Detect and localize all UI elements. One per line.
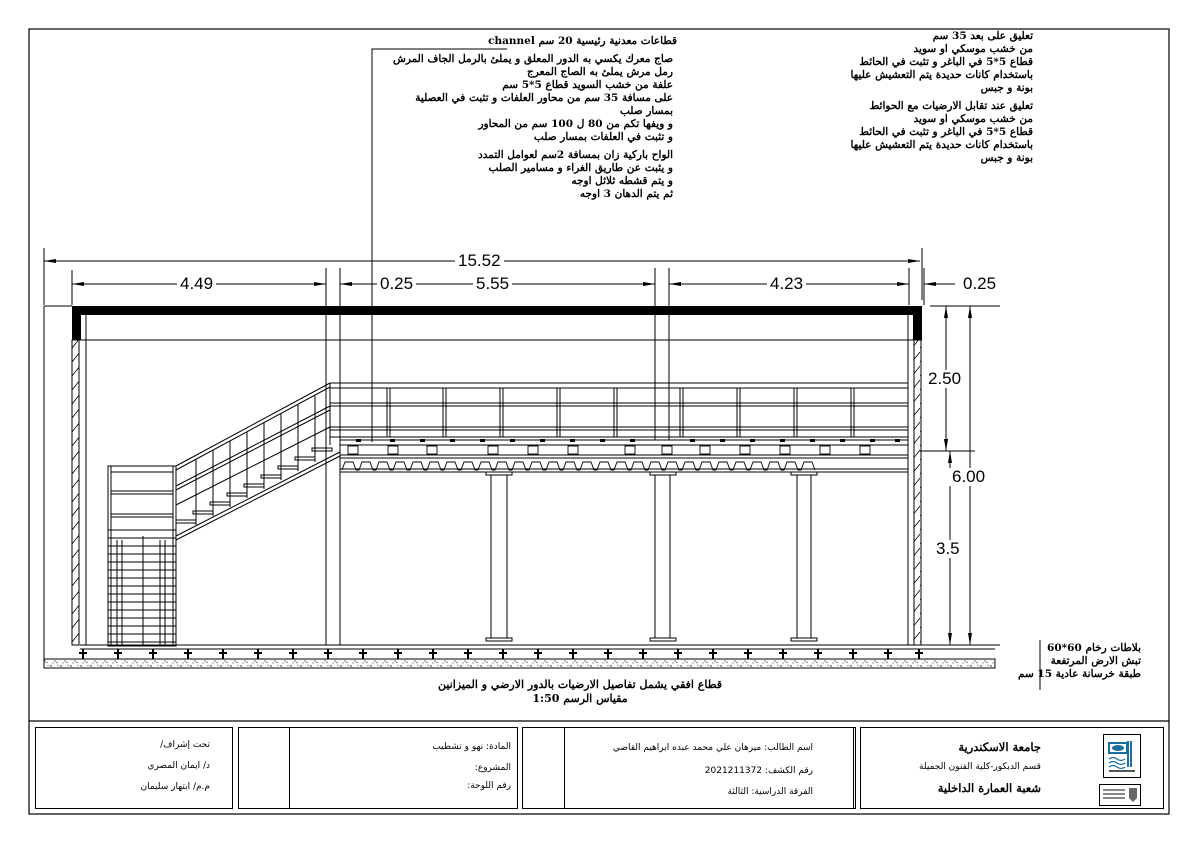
note-line: تعليق على بعد 35 سم — [932, 30, 1033, 42]
student-name: اسم الطالب: ميرهان علي محمد عبده ابراهيم القاضي — [612, 743, 813, 753]
course-sheet-no: رقم اللوحة: — [467, 781, 511, 791]
note-line: بونة و جبس — [980, 152, 1033, 164]
right-notes — [850, 30, 1033, 165]
note-line: صاج معرك يكسي به الدور المعلق و يملئ بالرمل الجاف المرش — [393, 53, 673, 65]
note-line: و يثبت عن طاريق الغراء و مسامير الصلب — [488, 162, 673, 174]
dimension-vertical-lower: 3.5 — [933, 540, 963, 558]
dimension-overall: 15.52 — [455, 252, 504, 270]
top-notes — [393, 53, 673, 201]
top-note-leader-label: قطاعات معدنية رئيسية 20 سم channel — [488, 35, 677, 47]
student-id: رقم الكشف: 2021211372 — [704, 766, 813, 776]
note-line: و يتم قشطه ثلاثل اوجه — [571, 175, 673, 187]
note-line: قطاع 5*5 في الباغر و تثبت في الحائط — [859, 126, 1033, 138]
caption-scale: مقياس الرسم 1:50 — [532, 692, 628, 705]
supervisor-2: م.م/ ابتهار سليمان — [140, 782, 210, 792]
note-line: بونة و جبس — [980, 82, 1033, 94]
note-line: بلاطات رخام 60*60 — [1047, 642, 1141, 654]
institution-box — [860, 727, 1164, 809]
note-line: طبقة خرسانة عادية 15 سم — [1017, 668, 1141, 680]
dimension-vertical-total: 6.00 — [949, 468, 988, 486]
note-line: تعليق عند تقابل الارضيات مع الحوائط — [869, 100, 1033, 112]
note-line: على مسافة 35 سم من محاور العلفات و تثبت في العصلية — [415, 92, 673, 104]
staircase — [108, 383, 340, 646]
dimension-segment: 0.25 — [960, 275, 999, 293]
division-name: شعبة العمارة الداخلية — [937, 781, 1041, 795]
dimension-segment: 0.25 — [377, 275, 416, 293]
supervision-heading: تحت إشراف/ — [160, 740, 210, 750]
note-line: و تثبت في العلفات بمسار صلب — [533, 131, 673, 143]
note-line: علفة من خشب السويد قطاع 5*5 سم — [502, 79, 673, 91]
mezzanine-floor — [340, 440, 908, 472]
caption-title: قطاع افقي يشمل تفاصيل الارضيات بالدور الارضي و الميزانين — [437, 678, 722, 691]
faculty-logo-icon — [1103, 734, 1141, 778]
note-line: الواح باركية زان بمسافة 2سم لعوامل التمدد — [478, 149, 673, 161]
alexandria-university-logo-icon — [1099, 784, 1141, 806]
note-line: باستخدام كانات حديدة يتم التعشيش عليها — [850, 139, 1033, 151]
student-box — [564, 727, 856, 809]
course-subject: المادة: نهو و تشطيب — [432, 742, 511, 752]
university-name: جامعة الاسكندرية — [958, 740, 1041, 754]
dimension-vertical-upper: 2.50 — [925, 370, 964, 388]
dimension-arrows — [44, 259, 972, 645]
floor-notes — [1018, 642, 1141, 681]
note-line: من خشب موسكي او سويد — [913, 43, 1033, 55]
note-line: بمسار صلب — [620, 105, 673, 117]
supervision-box — [35, 727, 233, 809]
note-line: تبش الارض المرتفعة — [1050, 655, 1141, 667]
dimension-segment: 5.55 — [473, 275, 512, 293]
course-project: المشروع: — [474, 763, 511, 773]
drawing-caption — [380, 678, 780, 706]
dimension-segment: 4.49 — [177, 275, 216, 293]
mezzanine-railing — [330, 383, 908, 437]
note-line: و ويفها تكم من 80 ل 100 سم من المحاور — [478, 118, 673, 130]
note-line: باستخدام كانات حديدة يتم التعشيش عليها — [850, 69, 1033, 81]
raised-floor-pedestals — [79, 649, 923, 659]
course-box — [238, 727, 518, 809]
note-line: ثم يتم الدهان 3 اوجه — [579, 188, 673, 200]
supervisor-1: د/ ايمان المصري — [147, 761, 210, 771]
note-line: من خشب موسكي او سويد — [913, 113, 1033, 125]
note-line: رمل مرش يملئ به الصاج المعرج — [527, 66, 673, 78]
support-columns — [486, 472, 817, 641]
department-name: قسم الديكور-كلية الفنون الجميلة — [919, 762, 1041, 772]
dimension-segment: 4.23 — [767, 275, 806, 293]
note-line: قطاع 5*5 في الباغر و تثبت في الحائط — [859, 56, 1033, 68]
student-year: الفرقة الدراسية: الثالثة — [727, 787, 813, 797]
